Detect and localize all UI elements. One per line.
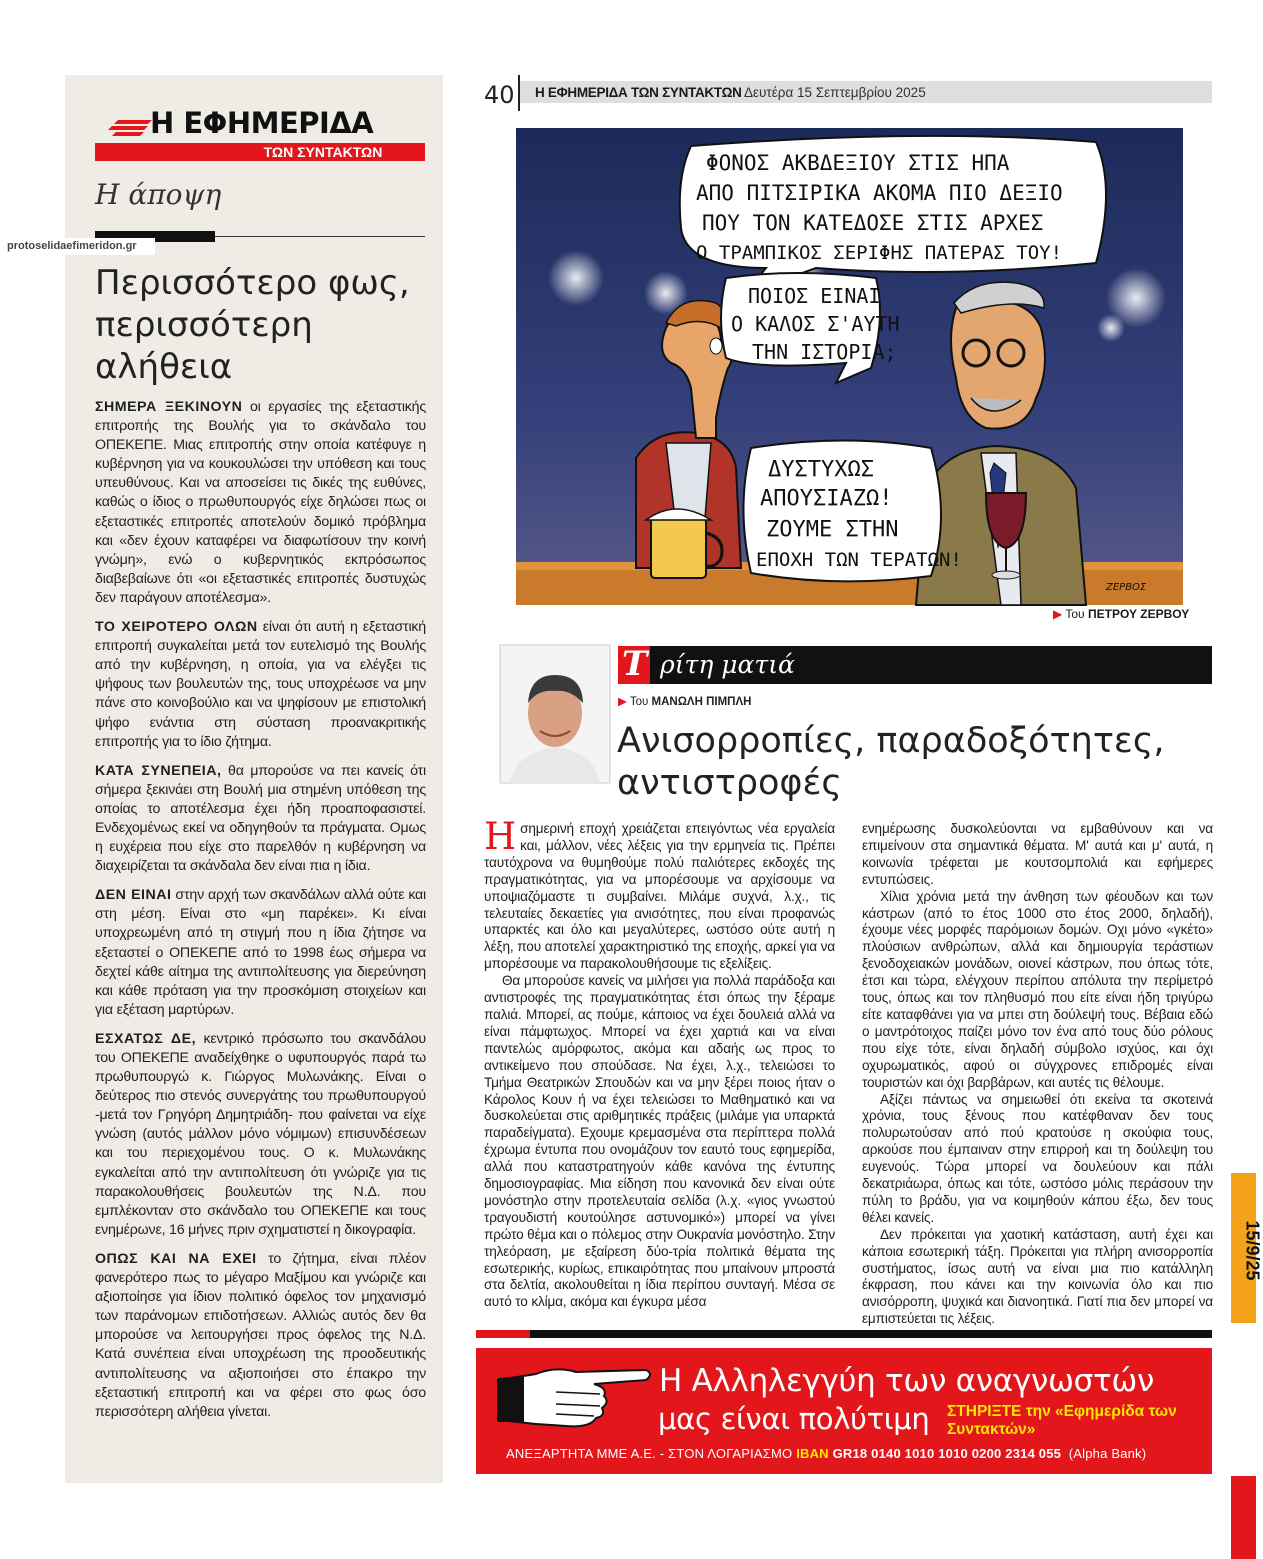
watermark: protoselidaefimeridon.gr <box>7 238 155 255</box>
article-headline: Ανισορροπίες, παραδοξότητες, αντιστροφές <box>617 721 1165 803</box>
page-number: 40 <box>484 81 515 109</box>
logo-title: Η ΕΦΗΜΕΡΙΔΑ <box>150 106 374 140</box>
editorial-body <box>95 398 426 1432</box>
article-paragraph: Θα μπορούσε κανείς να μιλήσει για πολλά παράδοξα και αντιστροφές της πραγματικότητας έτσι όπως την ξέραμε παλιά. Μπορεί, ας πούμε, κάποιος να έχει δουλειά αλλά να είναι πάμφτωχος. Μπορεί να έχει χαρτιά και να είναι παντελώς αμόρφωτος, ακόμα και αδαής ως προς το αντικείμενο που σπούδασε. Να έχει, λ.χ., τελειώσει το Τμήμα Θεατρικών Σπουδών και να μην ξέρει ποιος ήταν ο Κάρολος Κουν ή να έχει τελειώσει το Μαθηματικό και να δυσκολεύεται στις αριθμητικές πράξεις (μιλάμε για υπαρκτά παραδείγματα). Εχουμε κρεμασμένα στα περίπτερα πολλά έχρωμα έντυπα που ονομάζουν τον εαυτό τους εφημερίδα, αλλά που καταστρατηγούν κάθε κανόνα της έντυπης δημοσιογραφίας. Μια είδηση που κανονικά δεν είναι ούτε μονόστηλο στην προτελευταία σελίδα (λ.χ. «γιος γνωστού τραγουδιστή κουτούλησε αστυνομικό») μπορεί να γίνει πρώτο θέμα και ο πόλεμος στην Ουκρανία μονόστηλο. Στην τηλεόραση, με εξαίρεση δύο-τρία πολιτικά θέματα της εσωτερικής, κυρίως, επικαιρότητας που μπαίνουν μπροστά στα δελτία, ακολουθείται η ίδια περίπου συνταγή. Μέσα σε αυτό το κλίμα, ακόμα και έγκυρα μέσα <box>484 973 835 1310</box>
column-name: ρίτη ματιά <box>660 650 795 679</box>
logo-subtitle: ΤΩΝ ΣΥΝΤΑΚΤΩΝ <box>263 144 383 160</box>
cartoon-credit: ▶ Του ΠΕΤΡΟΥ ΖΕΡΒΟΥ <box>1053 607 1190 621</box>
cartoon-bubble2-line: ΠΟΙΟΣ ΕΙΝΑΙ <box>748 284 881 308</box>
cartoon-bubble3-line: ΔΥΣΤΥΧΩΣ <box>768 457 874 482</box>
editorial-headline: Περισσότερο φως, περισσότερη αλήθεια <box>95 263 410 387</box>
banner-call-to-action: ΣΤΗΡΙΞΤΕ την «Εφημερίδα των Συντακτών» <box>947 1403 1177 1438</box>
editorial-paragraph: ΔΕΝ ΕΙΝΑΙ στην αρχή των σκανδάλων αλλά ούτε και στη μέση. Είναι στο «μη παρέκει». Κι είναι υποχρεωμένη από τη στιγμή που η ίδια ζήτησε να εξεταστεί ο ΟΠΕΚΕΠΕ από το 1998 έως σήμερα να δεχτεί κάθε αίτημα της αντιπολίτευσης για διερεύνηση και κάθε πρόταση για την προσκόμιση στοιχείων και για εξέταση μαρτύρων. <box>95 887 427 1018</box>
pointing-hand-icon <box>496 1358 656 1434</box>
article-paragraph: Χίλια χρόνια μετά την άνθηση των φέουδων και των κάστρων (από το έτος 1000 στο έτος 2000, δηλαδή), έχουμε νέες μορφές παρόμοιων δομών. Οχι μόνο «γκέτο» πλούσιων ανθρώπων, αλλά και δημιουργία τεράστιων ξενοδοχειακών μονάδων, οιονεί κάστρων, που όπως τότε, έτσι και τώρα, ελέγχουν περίπου απόλυτα την περίμετρό τους, όπως και τον πληθυσμό που είτε είναι ήδη τριγύρω είτε καταφθάνει για να μπει στη δούλεψή τους. Βέβαια εδώ ο μαντρότοιχος παίζει μόνο τον ένα από τους δύο ρόλους που είχε τότε, είναι δηλαδή σύμβολο ισχύος, και όχι οχυρωματικός, αφού οι σύγχρονες επιδρομές είναι τουριστών και όχι βαρβάρων, και αυτές τις θέλουμε. <box>862 888 1213 1090</box>
editorial-paragraph: ΚΑΤΑ ΣΥΝΕΠΕΙΑ, θα μπορούσε να πει κανείς ότι σήμερα ξεκινάει στη Βουλή μια στημένη υπόθεση της οποίας το αποτέλεσμα έχει ήδη προαποφασιστεί. Ενδεχομένως εκεί να οδηγηθούν τα πράγματα. Ομως η ευχέρεια που είχε στο παρελθόν η κυβέρνηση να διαχειρίζεται τα σκάνδαλα δεν είναι πια η ίδια. <box>95 762 427 875</box>
drop-cap: Η <box>484 815 517 858</box>
cartoon-bubble3-line: ΖΟΥΜΕ ΣΤΗΝ <box>766 517 899 542</box>
banner-bank-details: ΑΝΕΞΑΡΤΗΤΑ ΜΜΕ Α.Ε. - ΣΤΟΝ ΛΟΓΑΡΙΑΣΜΟ IBAN GR18 0140 1010 1010 0200 2314 055 (Alpha Bank) <box>506 1446 1147 1461</box>
banner-subheadline: μας είναι πολύτιμη <box>658 1402 930 1436</box>
article-byline: ▶ Του ΜΑΝΩΛΗ ΠΙΜΠΛΗ <box>618 696 752 708</box>
logo-stripes-icon <box>108 118 152 138</box>
banner-headline: Η Αλληλεγγύη των αναγνωστών <box>659 1363 1155 1399</box>
cartoon-bubble3-line: ΕΠΟΧΗ ΤΩΝ ΤΕΡΑΤΩΝ! <box>756 549 962 571</box>
editorial-paragraph: ΕΣΧΑΤΩΣ ΔΕ, κεντρικό πρόσωπο του σκανδάλου του ΟΠΕΚΕΠΕ αναδείχθηκε ο υφυπουργός παρά τω πρωθυπουργώ κ. Γιώργος Μυλωνάκης. Είναι ο δεύτερος πιο στενός συνεργάτης του πρωθυπουργού -μετά τον Γρηγόρη Δημητριάδη- που φαίνεται να είχε γνώση (αυτός μάλλον μόνο νόμιμων) επισυνδέσεων και του περιεχομένου τους. Ο κ. Μυλωνάκης εγκαλείται από την αντιπολίτευση ότι γνώριζε για τις παρακολουθήσεις βουλευτών της Ν.Δ. που εμπλέκονταν στο σκάνδαλο του ΟΠΕΚΕΠΕ και τους ενημέρωνε, 16 μήνες πριν σχηματιστεί η δικογραφία. <box>95 1030 426 1238</box>
cartoon-bubble2-line: Ο ΚΑΛΟΣ Σ'ΑΥΤΗ <box>731 312 900 336</box>
cartoon-signature: ΖΕΡΒΟΣ <box>1106 582 1147 593</box>
cartoon-bubble2-line: ΤΗΝ ΙΣΤΟΡΙΑ; <box>752 340 897 364</box>
banner-rule <box>476 1330 1212 1338</box>
cartoon-bubble3-line: ΑΠΟΥΣΙΑΖΩ! <box>760 486 893 511</box>
logo-subtitle-bar <box>95 143 425 161</box>
page-header-title: Η ΕΦΗΜΕΡΙΔΑ ΤΩΝ ΣΥΝΤΑΚΤΩΝ <box>535 85 742 100</box>
editorial-paragraph: ΟΠΩΣ ΚΑΙ ΝΑ ΕΧΕΙ το ζήτημα, είναι πλέον φανερότερο πως το μέγαρο Μαξίμου και γνώριζε και αξιοποίησε για ίδιον πολιτικό όφελος τον μηχανισμό των παράνομων επιδοτήσεων. Αλλιώς αυτός δεν θα μπορούσε να λειτουργήσει προς όφελος της Ν.Δ. Κατά συνέπεια είναι υποχρέωση της προοδευτικής αντιπολίτευσης να αξιοποιήσει στο έπακρο την εξεταστική επιτροπή και να φέρει στο φως όσο περισσότερη αλήθεια γίνεται. <box>95 1250 426 1420</box>
column-initial: Τ <box>622 644 648 684</box>
date-side-tab-text: 15/9/25 <box>1242 1220 1263 1281</box>
article-paragraph: Αξίζει πάντως να σημειωθεί ότι εκείνα τα σκοτεινά χρόνια, τους ξένους που κατέφθαναν δεν τους πολυρωτούσαν από πού κρατούσε η σκούφια τους, αρκούσε που έμπαιναν στην επιρροή και τη δούλεψη του ευγενούς. Τώρα μπορεί να δουλεύουν και πάλι δεκατριάωρα, όπως και τότε, ωστόσο μόλις περάσουν την πύλη το βράδυ, για να κοιμηθούν κάπου έξω, δεν τους θέλει κανείς. <box>862 1091 1213 1225</box>
cartoon-bubble1-line: ΑΠΟ ΠΙΤΣΙΡΙΚΑ ΑΚΟΜΑ ΠΙΟ ΔΕΞΙΟ <box>696 181 1063 205</box>
editorial-paragraph: ΤΟ ΧΕΙΡΟΤΕΡΟ ΟΛΩΝ είναι ότι αυτή η εξεταστική επιτροπή συγκαλείται μετά τον ευτελισμό της Βουλής από την κυβέρνηση, η οποία, για να ελέγξει τις ψήφους των βουλευτών της, τους υποχρέωσε να μην πάνε στο κοινοβούλιο και να ψηφίσουν με επιστολική ψήφο ενάντια στη σύσταση προανακριτικής επιτροπής για το ίδιο ζήτημα. <box>95 619 426 750</box>
cartoon-bubble1-line: ΦΟΝΟΣ ΑΚΒΔΕΞΙΟΥ ΣΤΙΣ ΗΠΑ <box>706 151 1010 175</box>
banner-rule-accent <box>476 1330 530 1338</box>
author-photo <box>500 645 610 783</box>
article-paragraph: ενημέρωσης δυσκολεύονται να εμβαθύνουν και να επιμείνουν στα σημαντικά θέματα. Μ' αυτά και μ' αυτά, η κοινωνία τρέφεται με κουτσομπολιά και εφήμερες εντυπώσεις. <box>862 821 1213 887</box>
article-paragraph: Η σημερινή εποχή χρειάζεται επειγόντως νέα εργαλεία και, μάλλον, νέες λέξεις για την ερμηνεία τις. Πρέπει ταυτόχρονα να θυμηθούμε πολύ παλιότερες εκδοχές της πραγματικότητας, για να μπορέσουμε να αρχίσουμε να υποψιαζόμαστε τι συμβαίνει. Μιλάμε συχνά, λ.χ., τις τελευταίες δεκαετίες για ανισότητες, που είναι προφανώς υπαρκτές και όλο και μεγαλύτερες, ωστόσο ούτε αυτή η λέξη, που αποτελεί χαρακτηριστικό της εποχής, αρκεί για να μπορέσουμε να παρακολουθήσουμε τις εξελίξεις. <box>484 815 835 972</box>
section-rule-thin <box>215 236 425 237</box>
red-side-tab <box>1231 1476 1256 1559</box>
editorial-cartoon <box>516 128 1183 605</box>
article-column-2 <box>862 821 1213 1328</box>
page-header-date: Δευτέρα 15 Σεπτεμβρίου 2025 <box>744 85 926 100</box>
editorial-paragraph: ΣΗΜΕΡΑ ΞΕΚΙΝΟΥΝ οι εργασίες της εξεταστικής επιτροπής της Βουλής για το σκάνδαλο του ΟΠΕΚΕΠΕ. Μιας επιτροπής στην οποία κατέφυγε η κυβέρνηση για να κουκουλώσει την υπόθεση και τους υπευθύνους. Και να αποσείσει τις δικές της ευθύνες, καθώς ο ίδιος ο πρωθυπουργός είχε δηλώσει πως οι εξεταστικές επιτροπές αποτελούν δομικό πρόβλημα και «δεν έχουν καταφέρει να διαφωτίσουν την κοινή γνώμη», ενώ ο κυβερνητικός εκπρόσωπος διαβεβαίωνε ότι «οι εξεταστικές επιτροπές δυστυχώς δεν παράγουν αποτέλεσμα». <box>95 399 427 606</box>
article-paragraph: Δεν πρόκειται για χαοτική κατάσταση, αυτή έχει και κάποια εσωτερική τάξη. Πρόκειται για πλήρη ανισορροπία συστήματος, ίσως αυτή να είναι μια πιο κατάλληλη έκφραση, που κάνει και την κοινωνία όλο και πιο ανισόρροπη, ψυχικά και διανοητικά. Γιατί πια δεν μπορεί να εμπιστεύεται τις λέξεις. <box>862 1226 1213 1327</box>
cartoon-bubble1-line: Ο ΤΡΑΜΠΙΚΟΣ ΣΕΡΙΦΗΣ ΠΑΤΕΡΑΣ ΤΟΥ! <box>696 242 1063 264</box>
cartoon-bubble1-line: ΠΟΥ ΤΟΝ ΚΑΤΕΔΟΣΕ ΣΤΙΣ ΑΡΧΕΣ <box>702 211 1044 235</box>
article-column-1 <box>484 815 835 1311</box>
section-label: Η άποψη <box>95 178 222 211</box>
